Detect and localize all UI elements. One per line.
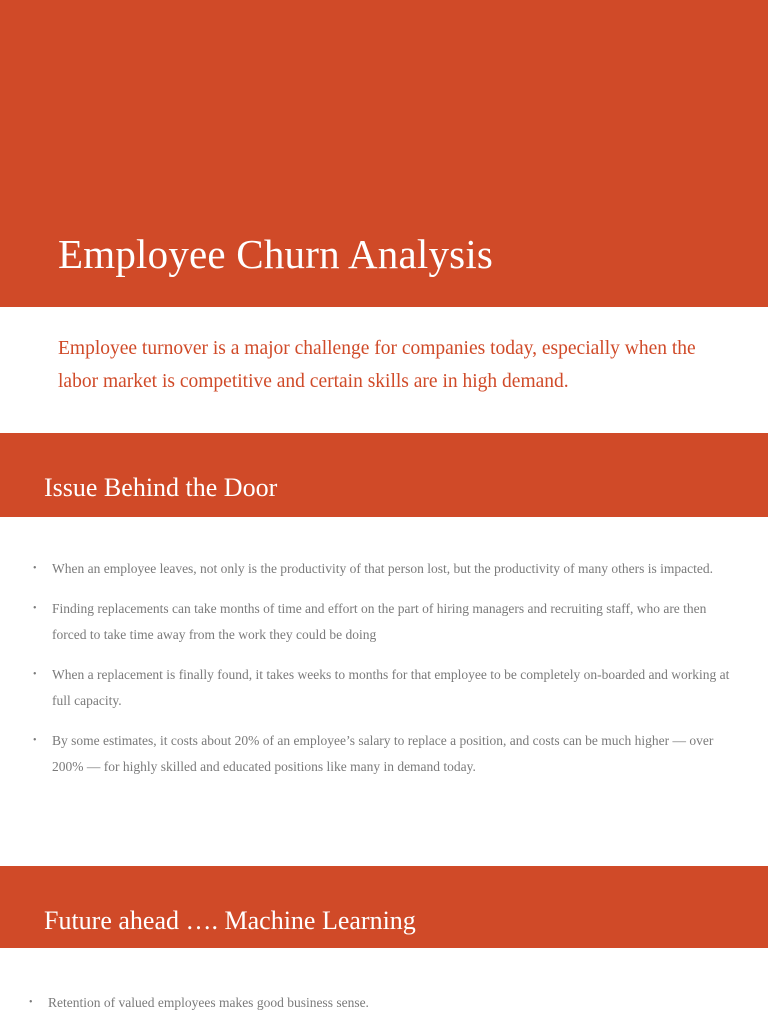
list-item: [0, 596, 768, 648]
bullet-icon: •: [33, 603, 37, 614]
list-item-text: Retention of valued employees makes good business sense.: [48, 995, 369, 1010]
list-item: [0, 662, 768, 714]
document-title: Employee Churn Analysis: [58, 231, 494, 277]
title-banner: [0, 0, 768, 307]
section-banner-future: [0, 866, 768, 948]
section-heading-future: Future ahead …. Machine Learning: [44, 906, 416, 935]
future-bullet-list: [0, 990, 768, 1024]
section-heading-issue: Issue Behind the Door: [44, 473, 278, 502]
bullet-icon: •: [33, 669, 37, 680]
intro-paragraph: Employee turnover is a major challenge for companies today, especially when the labor market is competitive and certain skills are in high demand.: [58, 338, 696, 392]
list-item: [0, 728, 768, 780]
list-item: [0, 556, 768, 582]
section-banner-issue: [0, 433, 768, 517]
list-item-text: When a replacement is finally found, it takes weeks to months for that employee to be completely on-boarded and working at full capacity.: [52, 667, 730, 708]
bullet-icon: •: [33, 563, 37, 574]
list-item: [0, 990, 768, 1016]
list-item-text: Finding replacements can take months of time and effort on the part of hiring managers and recruiting staff, who are then forced to take time away from the work they could be doing: [52, 601, 707, 642]
list-item-text: When an employee leaves, not only is the productivity of that person lost, but the productivity of many others is impacted.: [52, 561, 713, 576]
bullet-icon: •: [29, 997, 33, 1008]
list-item-text: By some estimates, it costs about 20% of an employee’s salary to replace a position, and costs can be much higher — over 200% — for highly skilled and educated positions like many in demand today.: [52, 733, 714, 774]
bullet-icon: •: [33, 735, 37, 746]
issue-bullet-list: [0, 556, 768, 794]
